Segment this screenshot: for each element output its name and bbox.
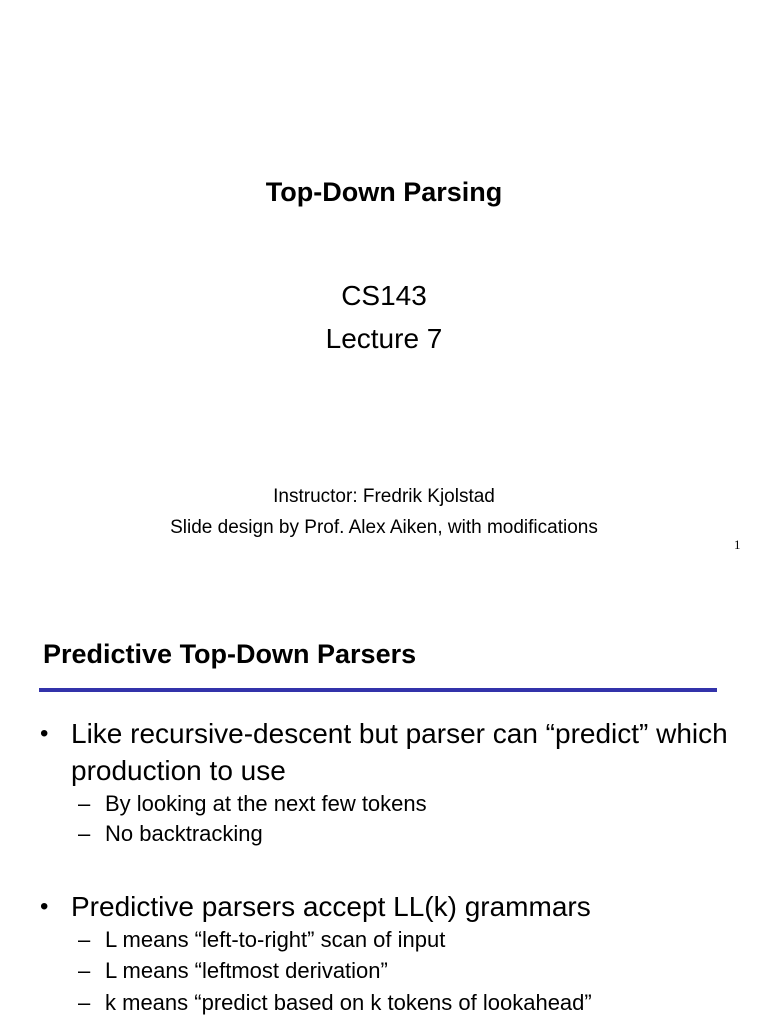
sub-bullet-item	[78, 957, 738, 985]
sub-bullet-text: k means “predict based on k tokens of lookahead”	[105, 990, 592, 1015]
dash-icon: –	[78, 958, 91, 983]
dash-icon: –	[78, 927, 91, 952]
heading-rule	[39, 688, 717, 692]
bullet-dot-icon: •	[40, 720, 49, 747]
instructor-line: Instructor: Fredrik Kjolstad	[273, 486, 495, 507]
dash-icon: –	[78, 821, 91, 846]
sub-bullet-text: L means “left-to-right” scan of input	[105, 927, 446, 952]
sub-bullet-text: By looking at the next few tokens	[105, 791, 427, 816]
slide-title: Top-Down Parsing	[265, 177, 503, 207]
page-number: 1	[734, 537, 741, 552]
sub-bullet-text: L means “leftmost derivation”	[105, 958, 388, 983]
sub-bullet-item	[78, 790, 738, 818]
sub-bullet-item	[78, 820, 738, 848]
sub-bullet-item	[78, 989, 738, 1017]
lecture-number: Lecture 7	[325, 323, 443, 354]
bullet-text: Like recursive-descent but parser can “predict” which production to use	[71, 718, 728, 786]
dash-icon: –	[78, 990, 91, 1015]
bullet-dot-icon: •	[40, 893, 49, 920]
bullet-text: Predictive parsers accept LL(k) grammars	[71, 891, 591, 922]
slide-heading: Predictive Top-Down Parsers	[43, 639, 417, 669]
credit-line: Slide design by Prof. Alex Aiken, with modifications	[170, 517, 598, 538]
sub-bullet-text: No backtracking	[105, 821, 263, 846]
dash-icon: –	[78, 791, 91, 816]
content-slide	[0, 590, 768, 1024]
course-code: CS143	[341, 280, 427, 311]
sub-bullet-item	[78, 926, 738, 954]
